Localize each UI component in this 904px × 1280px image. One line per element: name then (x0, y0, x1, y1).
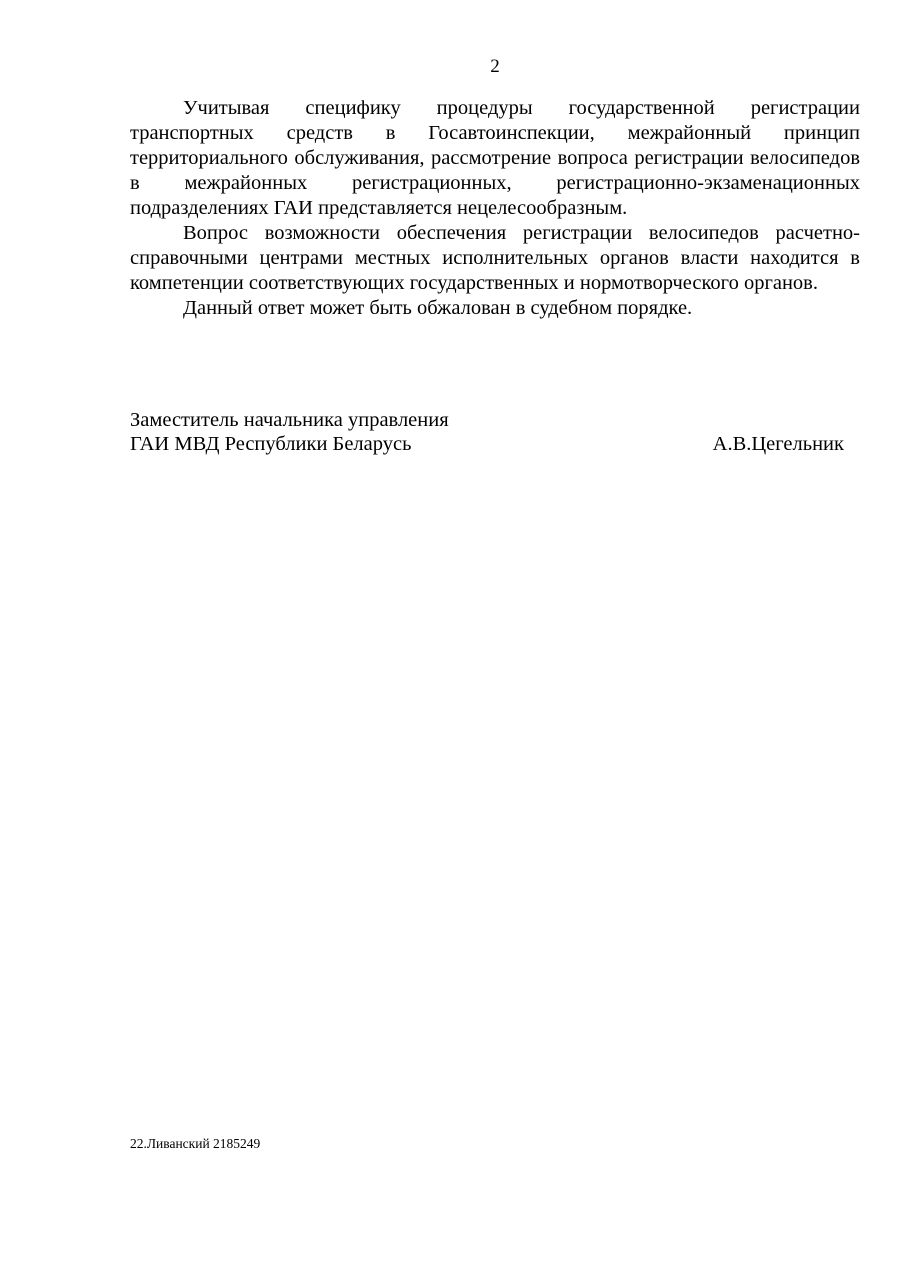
signatory-position-line2: ГАИ МВД Республики Беларусь (130, 433, 412, 455)
signature-block (130, 408, 844, 456)
paragraph-competence: Вопрос возможности обеспечения регистрации велосипедов расчетно-справочными центрами местных исполнительных органов власти находится в компетенции соответствующих государственных и нормотворческого органов. (130, 222, 860, 294)
signatory-name: А.В.Цегельник (712, 433, 844, 455)
page-number: 2 (490, 56, 500, 77)
paragraph-registration-specifics: Учитывая специфику процедуры государственной регистрации транспортных средств в Госавтоинспекции, межрайонный принцип территориального обслуживания, рассмотрение вопроса регистрации велосипедов в межрайонных регистрационных, регистрационно-экзаменационных подразделениях ГАИ представляется нецелесообразным. (130, 97, 860, 219)
executor-reference: 22.Ливанский 2185249 (130, 1136, 261, 1151)
signatory-position-line1: Заместитель начальника управления (130, 409, 449, 431)
paragraph-appeal-notice: Данный ответ может быть обжалован в судебном порядке. (183, 297, 693, 319)
letter-body (130, 96, 860, 321)
